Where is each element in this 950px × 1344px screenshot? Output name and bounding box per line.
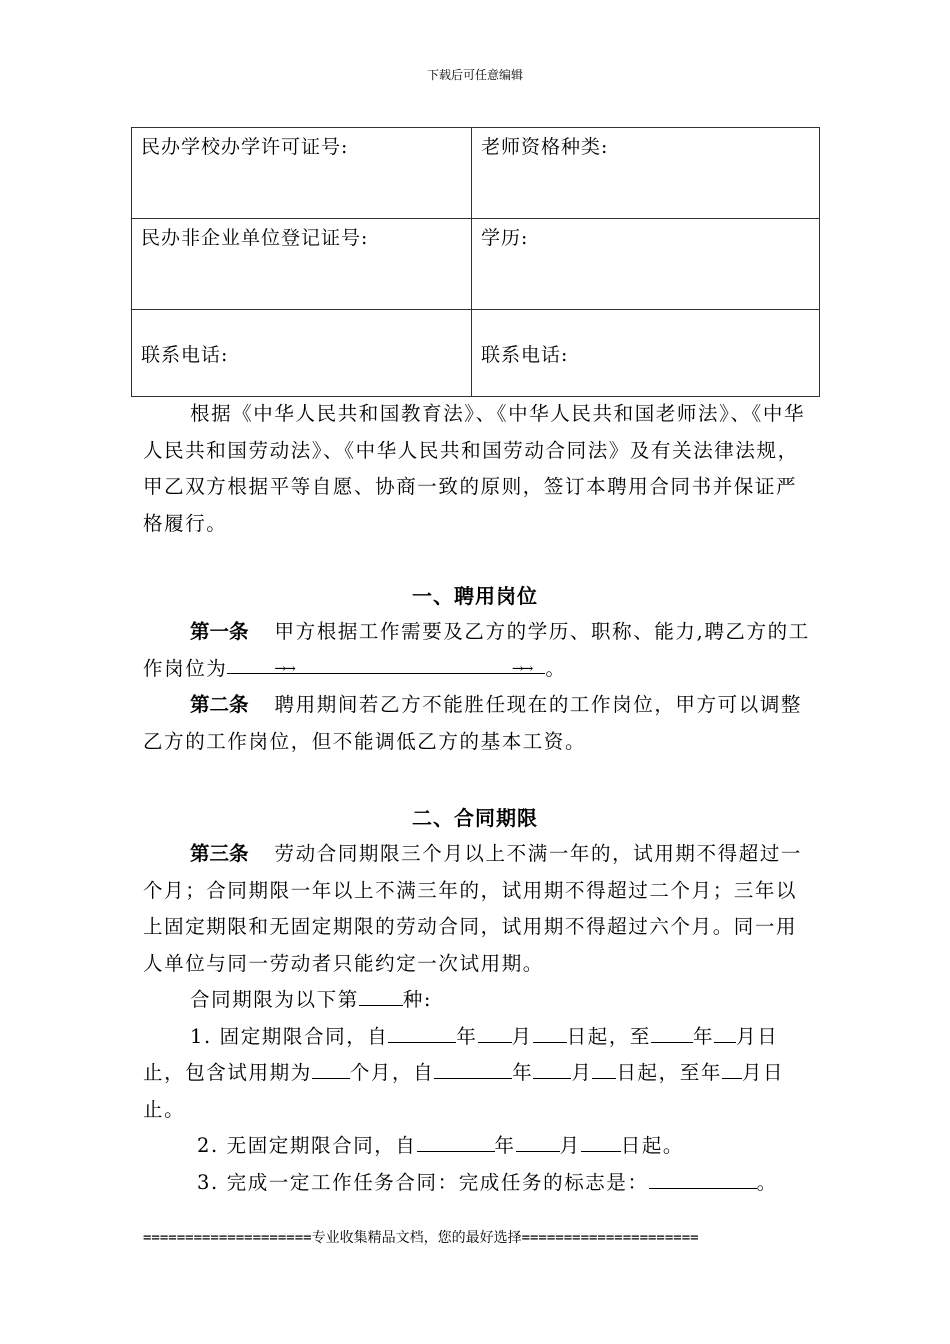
choice-blank [359,983,403,1006]
arrow-icon: →→ [274,660,294,677]
blank [533,1020,567,1043]
blank [722,1056,742,1079]
task-blank [649,1166,757,1189]
section2-body [143,836,813,1201]
article-1-text: 甲方根据工作需要及乙方的学历、职称、能力,聘乙方的工作岗位为 [143,620,810,680]
blank [651,1020,693,1043]
article-1-end: 。 [545,656,567,680]
position-blank [227,651,545,677]
task-based-item: 3. 完成一定工作任务合同：完成任务的标志是： 。 [143,1165,813,1202]
blank [434,1056,512,1079]
section1-body [143,614,813,760]
info-table [131,127,820,397]
section1-title: 一、聘用岗位 [412,584,538,608]
blank [714,1020,736,1043]
arrow-icon: →→ [511,660,532,677]
preamble-paragraph: 根据《中华人民共和国教育法》、《中华人民共和国老师法》、《中华人民共和国劳动法》、《中华人民共和国劳动合同法》及有关法律法规，甲乙双方根据平等自愿、协商一致的原则，签订本聘用合同书并保证严格履行。 [143,402,806,535]
blank [581,1129,621,1152]
teacher-qualification-cell: 老师资格种类: [472,128,820,219]
term-choice-suffix: 种: [402,988,433,1011]
blank [592,1056,616,1079]
party-b-phone-cell: 联系电话: [472,310,820,397]
header-note: 下载后可任意编辑 [426,68,523,82]
article-2 [143,687,813,760]
fixed-term-item: 1. 固定期限合同，自 年 月 日起，至 年 月日止，包含试用期为 个月，自 年 月 日起，至年 月日止。 [143,1019,813,1129]
section2-title: 二、合同期限 [412,806,538,830]
registration-cell: 民办非企业单位登记证号: [132,219,472,310]
education-cell: 学历: [472,219,820,310]
open-ended-item: 2. 无固定期限合同，自 年 月 日起。 [143,1128,813,1165]
school-license-cell: 民办学校办学许可证号: [132,128,472,219]
preamble-block [143,396,813,542]
article-3-text: 劳动合同期限三个月以上不满一年的，试用期不得超过一个月；合同期限一年以上不满三年的，试用期不得超过二个月；三年以上固定期限和无固定期限的劳动合同，试用期不得超过六个月。同一用人单位与同一劳动者只能约定一次试用期。 [143,842,803,975]
party-a-phone-cell: 联系电话: [132,310,472,397]
blank [516,1129,560,1152]
blank [533,1056,571,1079]
blank [417,1129,495,1152]
term-choice [143,982,813,1019]
blank [388,1020,456,1043]
term-choice-text: 合同期限为以下第 [190,988,359,1011]
article-2-text: 聘用期间若乙方不能胜任现在的工作岗位，甲方可以调整乙方的工作岗位，但不能调低乙方的基本工资。 [143,693,803,753]
article-3 [143,836,813,982]
article-3-label: 第三条 [190,842,249,865]
article-2-label: 第二条 [190,693,249,716]
blank [312,1056,350,1079]
footer-banner: ====================专业收集精品文档，您的最好选择===================== [143,1230,699,1246]
blank [478,1020,512,1043]
article-1 [143,614,813,687]
article-1-label: 第一条 [190,620,249,643]
